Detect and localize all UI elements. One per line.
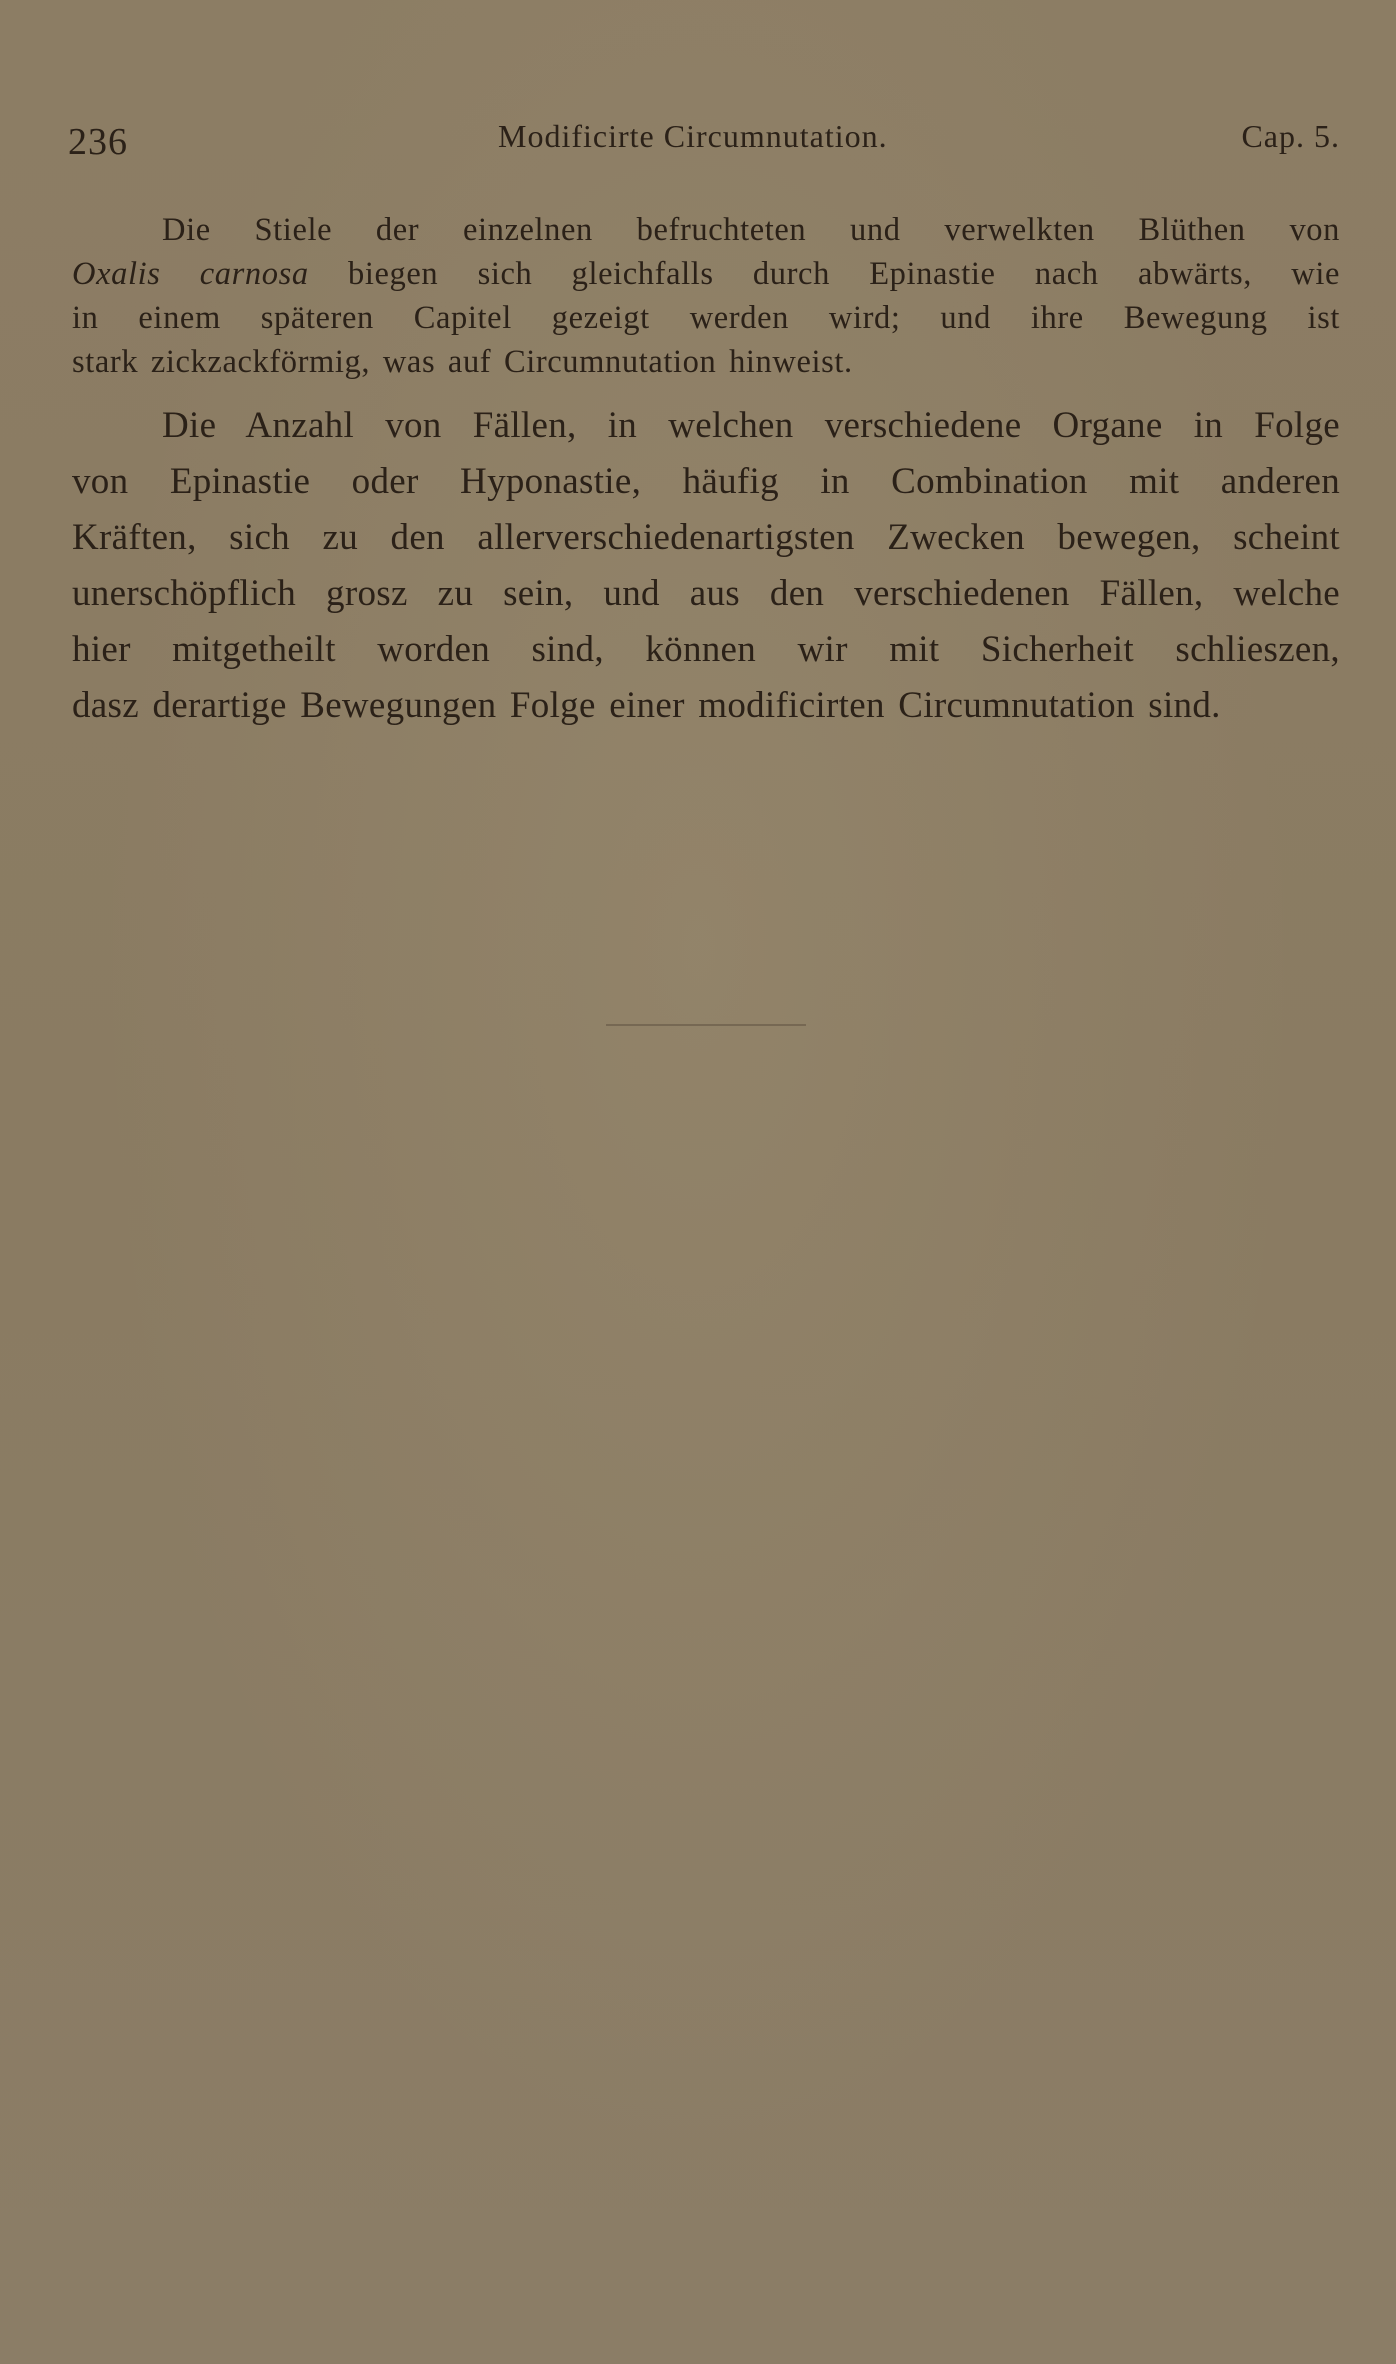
text-line: von Epinastie oder Hyponastie, häufig in Combination mit anderen bbox=[72, 461, 1340, 502]
page-header bbox=[68, 118, 1340, 168]
section-divider bbox=[606, 1024, 806, 1026]
text-line: Die Anzahl von Fällen, in welchen verschiedene Organe in Folge bbox=[162, 405, 1340, 446]
running-title: Modificirte Circumnutation. bbox=[498, 118, 888, 154]
text-line-rest: biegen sich gleichfalls durch Epinastie nach abwärts, wie bbox=[308, 256, 1340, 292]
text-line: stark zickzackförmig, was auf Circumnutation hinweist. bbox=[72, 344, 853, 380]
species-name: Oxalis carnosa bbox=[72, 256, 309, 292]
text-line: Die Stiele der einzelnen befruchteten und verwelkten Blüthen von bbox=[162, 212, 1340, 248]
text-line: hier mitgetheilt worden sind, können wir mit Sicherheit schlieszen, bbox=[72, 629, 1340, 670]
text-line: Kräften, sich zu den allerverschiedenartigsten Zwecken bewegen, scheint bbox=[72, 517, 1340, 558]
text-line: dasz derartige Bewegungen Folge einer modificirten Circumnutation sind. bbox=[72, 685, 1221, 726]
text-line bbox=[72, 252, 1340, 296]
paragraph-conclusion bbox=[72, 398, 1340, 734]
page-number: 236 bbox=[68, 121, 128, 163]
text-line: unerschöpflich grosz zu sein, und aus den verschiedenen Fällen, welche bbox=[72, 573, 1340, 614]
paragraph-oxalis bbox=[72, 208, 1340, 384]
text-line: in einem späteren Capitel gezeigt werden wird; und ihre Bewegung ist bbox=[72, 300, 1340, 336]
chapter-label: Cap. 5. bbox=[1241, 118, 1340, 154]
